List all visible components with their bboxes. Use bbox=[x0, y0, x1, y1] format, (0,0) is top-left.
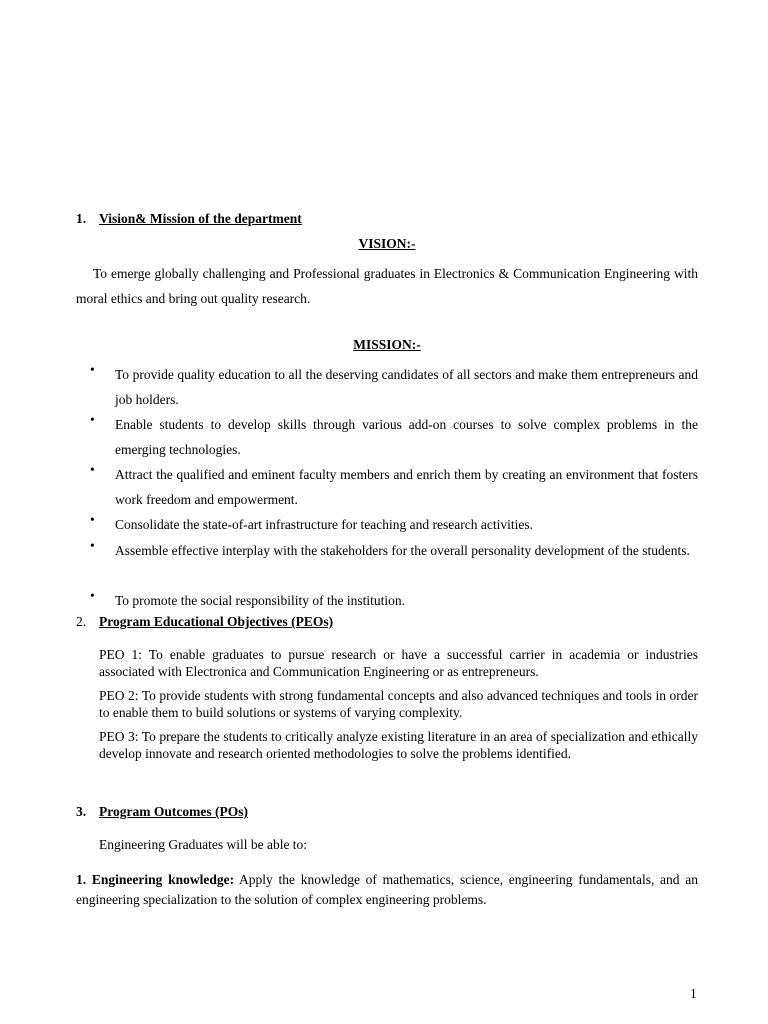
bullet-icon: • bbox=[90, 412, 95, 427]
bullet-icon: • bbox=[90, 462, 95, 477]
section2-title: Program Educational Objectives (PEOs) bbox=[99, 614, 334, 629]
vision-text: To emerge globally challenging and Professional graduates in Electronics & Communication Engineering with moral ethics and bring out quality research. bbox=[76, 266, 698, 306]
mission-item: Consolidate the state-of-art infrastructure for teaching and research activities. bbox=[115, 517, 533, 532]
mission-item: Attract the qualified and eminent faculty members and enrich them by creating an environment that fosters work freedom and empowerment. bbox=[115, 467, 698, 507]
po1-label: 1. Engineering knowledge: bbox=[76, 872, 235, 887]
section1-number: 1. bbox=[76, 211, 87, 226]
mission-item: To promote the social responsibility of the institution. bbox=[115, 593, 406, 608]
po1-text: Apply the knowledge of mathematics, science, engineering fundamentals, and an engineering specialization to the solution of complex engineering problems. bbox=[76, 872, 698, 907]
mission-item: Enable students to develop skills through various add-on courses to solve complex problems in the emerging technologies. bbox=[115, 417, 698, 457]
section3-number: 3. bbox=[76, 804, 87, 819]
peo-item: PEO 1: To enable graduates to pursue research or have a successful carrier in academia or industries associated with Electronica and Communication Engineering or as entrepreneurs. bbox=[99, 647, 698, 679]
bullet-icon: • bbox=[90, 512, 95, 527]
bullet-icon: • bbox=[90, 538, 95, 553]
section1-title: Vision& Mission of the department bbox=[99, 211, 302, 226]
mission-item: Assemble effective interplay with the stakeholders for the overall personality development of the students. bbox=[115, 543, 690, 558]
page-number: 1 bbox=[690, 986, 697, 1001]
vision-heading: VISION:- bbox=[358, 236, 416, 251]
mission-item: To provide quality education to all the deserving candidates of all sectors and make them entrepreneurs and job holders. bbox=[115, 367, 698, 407]
bullet-icon: • bbox=[90, 588, 95, 603]
peo-item: PEO 3: To prepare the students to critically analyze existing literature in an area of specialization and ethically develop innovate and research oriented methodologies to solve the problems identified. bbox=[99, 729, 698, 761]
po-intro: Engineering Graduates will be able to: bbox=[99, 837, 308, 852]
mission-heading: MISSION:- bbox=[353, 337, 421, 352]
section3-title: Program Outcomes (POs) bbox=[99, 804, 248, 819]
bullet-icon: • bbox=[90, 362, 95, 377]
po1-paragraph bbox=[76, 870, 698, 910]
section2-number: 2. bbox=[76, 614, 87, 629]
peo-item: PEO 2: To provide students with strong fundamental concepts and also advanced techniques and tools in order to enable them to build solutions or systems of varying complexity. bbox=[99, 688, 698, 720]
